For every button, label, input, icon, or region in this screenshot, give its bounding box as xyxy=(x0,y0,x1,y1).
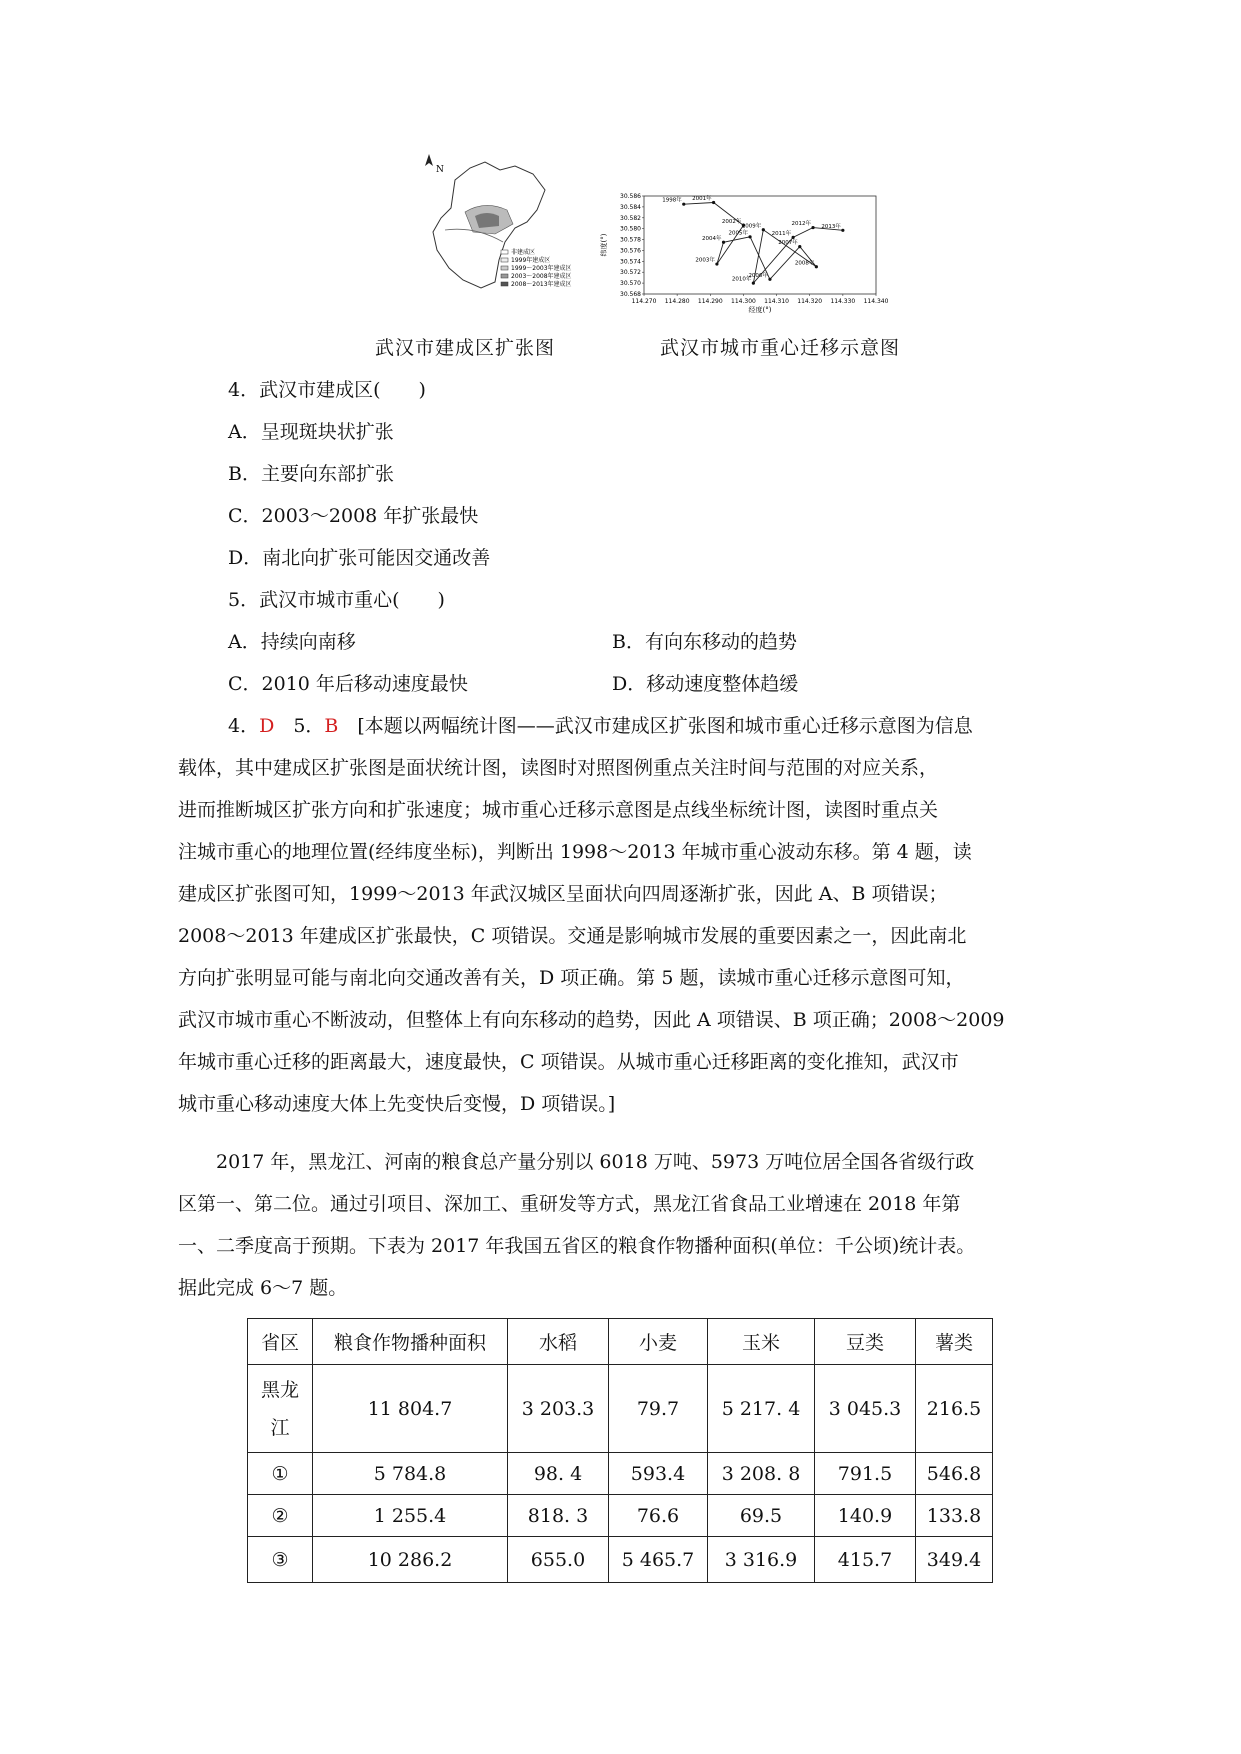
q4-option-c: C．2003～2008 年扩张最快 xyxy=(228,505,479,527)
y-tick-label: 30.582 xyxy=(620,214,641,222)
question-4: 4．武汉市建成区( ) xyxy=(228,379,426,401)
answer-5: B xyxy=(324,715,339,737)
table-header-cell: 豆类 xyxy=(815,1319,916,1365)
explanation-line: 载体，其中建成区扩张图是面状统计图，读图时对照图例重点关注时间与范围的对应关系， xyxy=(178,757,939,779)
point-label: 2010年 xyxy=(731,276,752,283)
data-point xyxy=(752,282,755,285)
data-point xyxy=(792,236,795,239)
map-legend xyxy=(501,248,572,288)
data-point xyxy=(768,278,771,281)
table-cell: 3 045.3 xyxy=(815,1365,916,1453)
answer-line-1 xyxy=(228,713,973,739)
data-point xyxy=(811,226,814,229)
table-header-cell: 薯类 xyxy=(916,1319,993,1365)
table-cell: 76.6 xyxy=(609,1495,708,1537)
table-cell: 11 804.7 xyxy=(313,1365,508,1453)
table-header-cell: 玉米 xyxy=(708,1319,815,1365)
point-label: 2006年 xyxy=(748,272,768,279)
table-cell: ② xyxy=(248,1495,313,1537)
explanation-line: 2008～2013 年建成区扩张最快，C 项错误。交通是影响城市发展的重要因素之一，因此南北 xyxy=(178,925,967,947)
y-tick-label: 30.570 xyxy=(620,280,641,288)
table-cell: 1 255.4 xyxy=(313,1495,508,1537)
answer-4: D xyxy=(259,715,275,737)
explanation-line: 城市重心移动速度大体上先变快后变慢，D 项错误。] xyxy=(178,1093,616,1115)
table-cell: 3 208. 8 xyxy=(708,1453,815,1495)
map-caption: 武汉市建成区扩张图 xyxy=(375,337,556,359)
table-cell: 5 217. 4 xyxy=(708,1365,815,1453)
data-point xyxy=(712,201,715,204)
series-line xyxy=(684,203,843,284)
table-cell: 216.5 xyxy=(916,1365,993,1453)
table-cell: 5 465.7 xyxy=(609,1537,708,1583)
x-axis-label: 经度(°) xyxy=(748,306,772,314)
table-cell: 818. 3 xyxy=(508,1495,609,1537)
data-point xyxy=(841,229,844,232)
table-cell: 655.0 xyxy=(508,1537,609,1583)
table-cell: 349.4 xyxy=(916,1537,993,1583)
q5-option-a: A．持续向南移 xyxy=(228,631,356,653)
point-label: 1998年 xyxy=(662,197,682,204)
table-header-cell: 水稻 xyxy=(508,1319,609,1365)
x-tick-label: 114.270 xyxy=(631,298,657,305)
q5-option-d: D．移动速度整体趋缓 xyxy=(612,673,799,695)
table-cell: 133.8 xyxy=(916,1495,993,1537)
point-label: 2004年 xyxy=(702,235,722,242)
chart-caption: 武汉市城市重心迁移示意图 xyxy=(660,337,901,359)
table-cell: 黑龙 江 xyxy=(248,1365,313,1453)
data-point xyxy=(715,262,718,265)
point-label: 2001年 xyxy=(692,196,712,203)
table-row xyxy=(248,1453,993,1495)
north-label: N xyxy=(436,165,444,175)
table-cell: 69.5 xyxy=(708,1495,815,1537)
data-point xyxy=(815,265,818,268)
passage-line: 2017 年，黑龙江、河南的粮食总产量分别以 6018 万吨、5973 万吨位居全国各省级行政 xyxy=(178,1151,975,1173)
explanation-line: [本题以两幅统计图——武汉市建成区扩张图和城市重心迁移示意图为信息 xyxy=(338,715,973,737)
point-label: 2011年 xyxy=(771,230,792,237)
table-cell: 98. 4 xyxy=(508,1453,609,1495)
table-cell: 415.7 xyxy=(815,1537,916,1583)
point-label: 2012年 xyxy=(791,221,812,228)
y-tick-label: 30.578 xyxy=(620,236,641,244)
table-cell: 791.5 xyxy=(815,1453,916,1495)
table-cell: 593.4 xyxy=(609,1453,708,1495)
answer-prefix-4: 4． xyxy=(228,715,260,737)
data-point xyxy=(722,241,725,244)
svg-text:非建成区: 非建成区 xyxy=(511,249,536,256)
y-axis-label: 纬度(°) xyxy=(600,233,608,257)
table-header-cell: 省区 xyxy=(248,1319,313,1365)
data-point xyxy=(748,235,751,238)
y-tick-label: 30.574 xyxy=(620,258,641,266)
wuhan-expansion-map xyxy=(415,150,615,320)
table-cell: 5 784.8 xyxy=(313,1453,508,1495)
table-cell: ③ xyxy=(248,1537,313,1583)
x-tick-label: 114.330 xyxy=(830,298,856,305)
data-point xyxy=(798,245,801,248)
x-tick-label: 114.320 xyxy=(797,298,823,305)
question-5: 5．武汉市城市重心( ) xyxy=(228,589,445,611)
q5-option-b: B．有向东移动的趋势 xyxy=(612,631,797,653)
q4-option-b: B．主要向东部扩张 xyxy=(228,463,394,485)
table-header-cell: 小麦 xyxy=(609,1319,708,1365)
data-point xyxy=(762,228,765,231)
svg-text:1999〜2003年建成区: 1999〜2003年建成区 xyxy=(511,265,572,272)
svg-text:2003〜2008年建成区: 2003〜2008年建成区 xyxy=(511,273,572,280)
q4-option-a: A．呈现斑块状扩张 xyxy=(228,421,394,443)
centroid-migration-chart xyxy=(598,190,888,320)
explanation-line: 方向扩张明显可能与南北向交通改善有关，D 项正确。第 5 题，读城市重心迁移示意图可知， xyxy=(178,967,965,989)
explanation-line: 年城市重心迁移的距离最大，速度最快，C 项错误。从城市重心迁移距离的变化推知，武汉市 xyxy=(178,1051,959,1073)
explanation-line: 进而推断城区扩张方向和扩张速度；城市重心迁移示意图是点线坐标统计图，读图时重点关 xyxy=(178,799,939,821)
x-tick-label: 114.290 xyxy=(697,298,723,305)
point-label: 2009年 xyxy=(741,223,762,230)
passage-line: 一、二季度高于预期。下表为 2017 年我国五省区的粮食作物播种面积(单位：千公顷)统计表。 xyxy=(178,1235,976,1257)
point-label: 2002年 xyxy=(721,218,742,225)
crop-area-table xyxy=(247,1318,993,1583)
table-row xyxy=(248,1495,993,1537)
point-label: 2008年 xyxy=(794,260,815,267)
y-tick-label: 30.568 xyxy=(620,291,641,298)
table-cell: 79.7 xyxy=(609,1365,708,1453)
y-tick-label: 30.572 xyxy=(620,269,641,277)
table-cell: 3 203.3 xyxy=(508,1365,609,1453)
table-cell: 10 286.2 xyxy=(313,1537,508,1583)
explanation-line: 注城市重心的地理位置(经纬度坐标)，判断出 1998～2013 年城市重心波动东移。第 4 题，读 xyxy=(178,841,972,863)
x-tick-label: 114.300 xyxy=(731,298,756,305)
y-tick-label: 30.586 xyxy=(620,193,641,200)
x-tick-label: 114.280 xyxy=(664,298,690,305)
q5-option-c: C．2010 年后移动速度最快 xyxy=(228,673,468,695)
point-label: 2003年 xyxy=(695,257,715,264)
table-cell: 3 316.9 xyxy=(708,1537,815,1583)
passage-line: 区第一、第二位。通过引项目、深加工、重研发等方式，黑龙江省食品工业增速在 2018 年第 xyxy=(178,1193,961,1215)
svg-text:1999年建成区: 1999年建成区 xyxy=(511,257,551,264)
plot-frame xyxy=(644,196,876,294)
explanation-line: 建成区扩张图可知，1999～2013 年武汉城区呈面状向四周逐渐扩张，因此 A、B 项错误； xyxy=(178,883,948,905)
answer-prefix-5: 5． xyxy=(274,715,325,737)
table-row xyxy=(248,1365,993,1453)
y-tick-label: 30.584 xyxy=(620,203,641,211)
explanation-line: 武汉市城市重心不断波动，但整体上有向东移动的趋势，因此 A 项错误、B 项正确；2008～2009 xyxy=(178,1009,1005,1031)
q4-option-d: D．南北向扩张可能因交通改善 xyxy=(228,547,491,569)
point-label: 2007年 xyxy=(778,240,798,247)
x-tick-label: 114.340 xyxy=(863,298,888,305)
table-header-row xyxy=(248,1319,993,1365)
data-point xyxy=(682,203,685,206)
point-label: 2013年 xyxy=(821,223,841,230)
table-cell: 546.8 xyxy=(916,1453,993,1495)
svg-text:2008〜2013年建成区: 2008〜2013年建成区 xyxy=(511,281,572,288)
north-arrow-icon xyxy=(425,154,433,166)
x-tick-label: 114.310 xyxy=(764,298,789,305)
point-label: 2005年 xyxy=(728,230,749,237)
table-header-cell: 粮食作物播种面积 xyxy=(313,1319,508,1365)
table-cell: ① xyxy=(248,1453,313,1495)
table-cell: 140.9 xyxy=(815,1495,916,1537)
passage-line: 据此完成 6～7 题。 xyxy=(178,1277,348,1299)
y-tick-label: 30.580 xyxy=(620,225,641,233)
y-tick-label: 30.576 xyxy=(620,247,641,255)
table-row xyxy=(248,1537,993,1583)
